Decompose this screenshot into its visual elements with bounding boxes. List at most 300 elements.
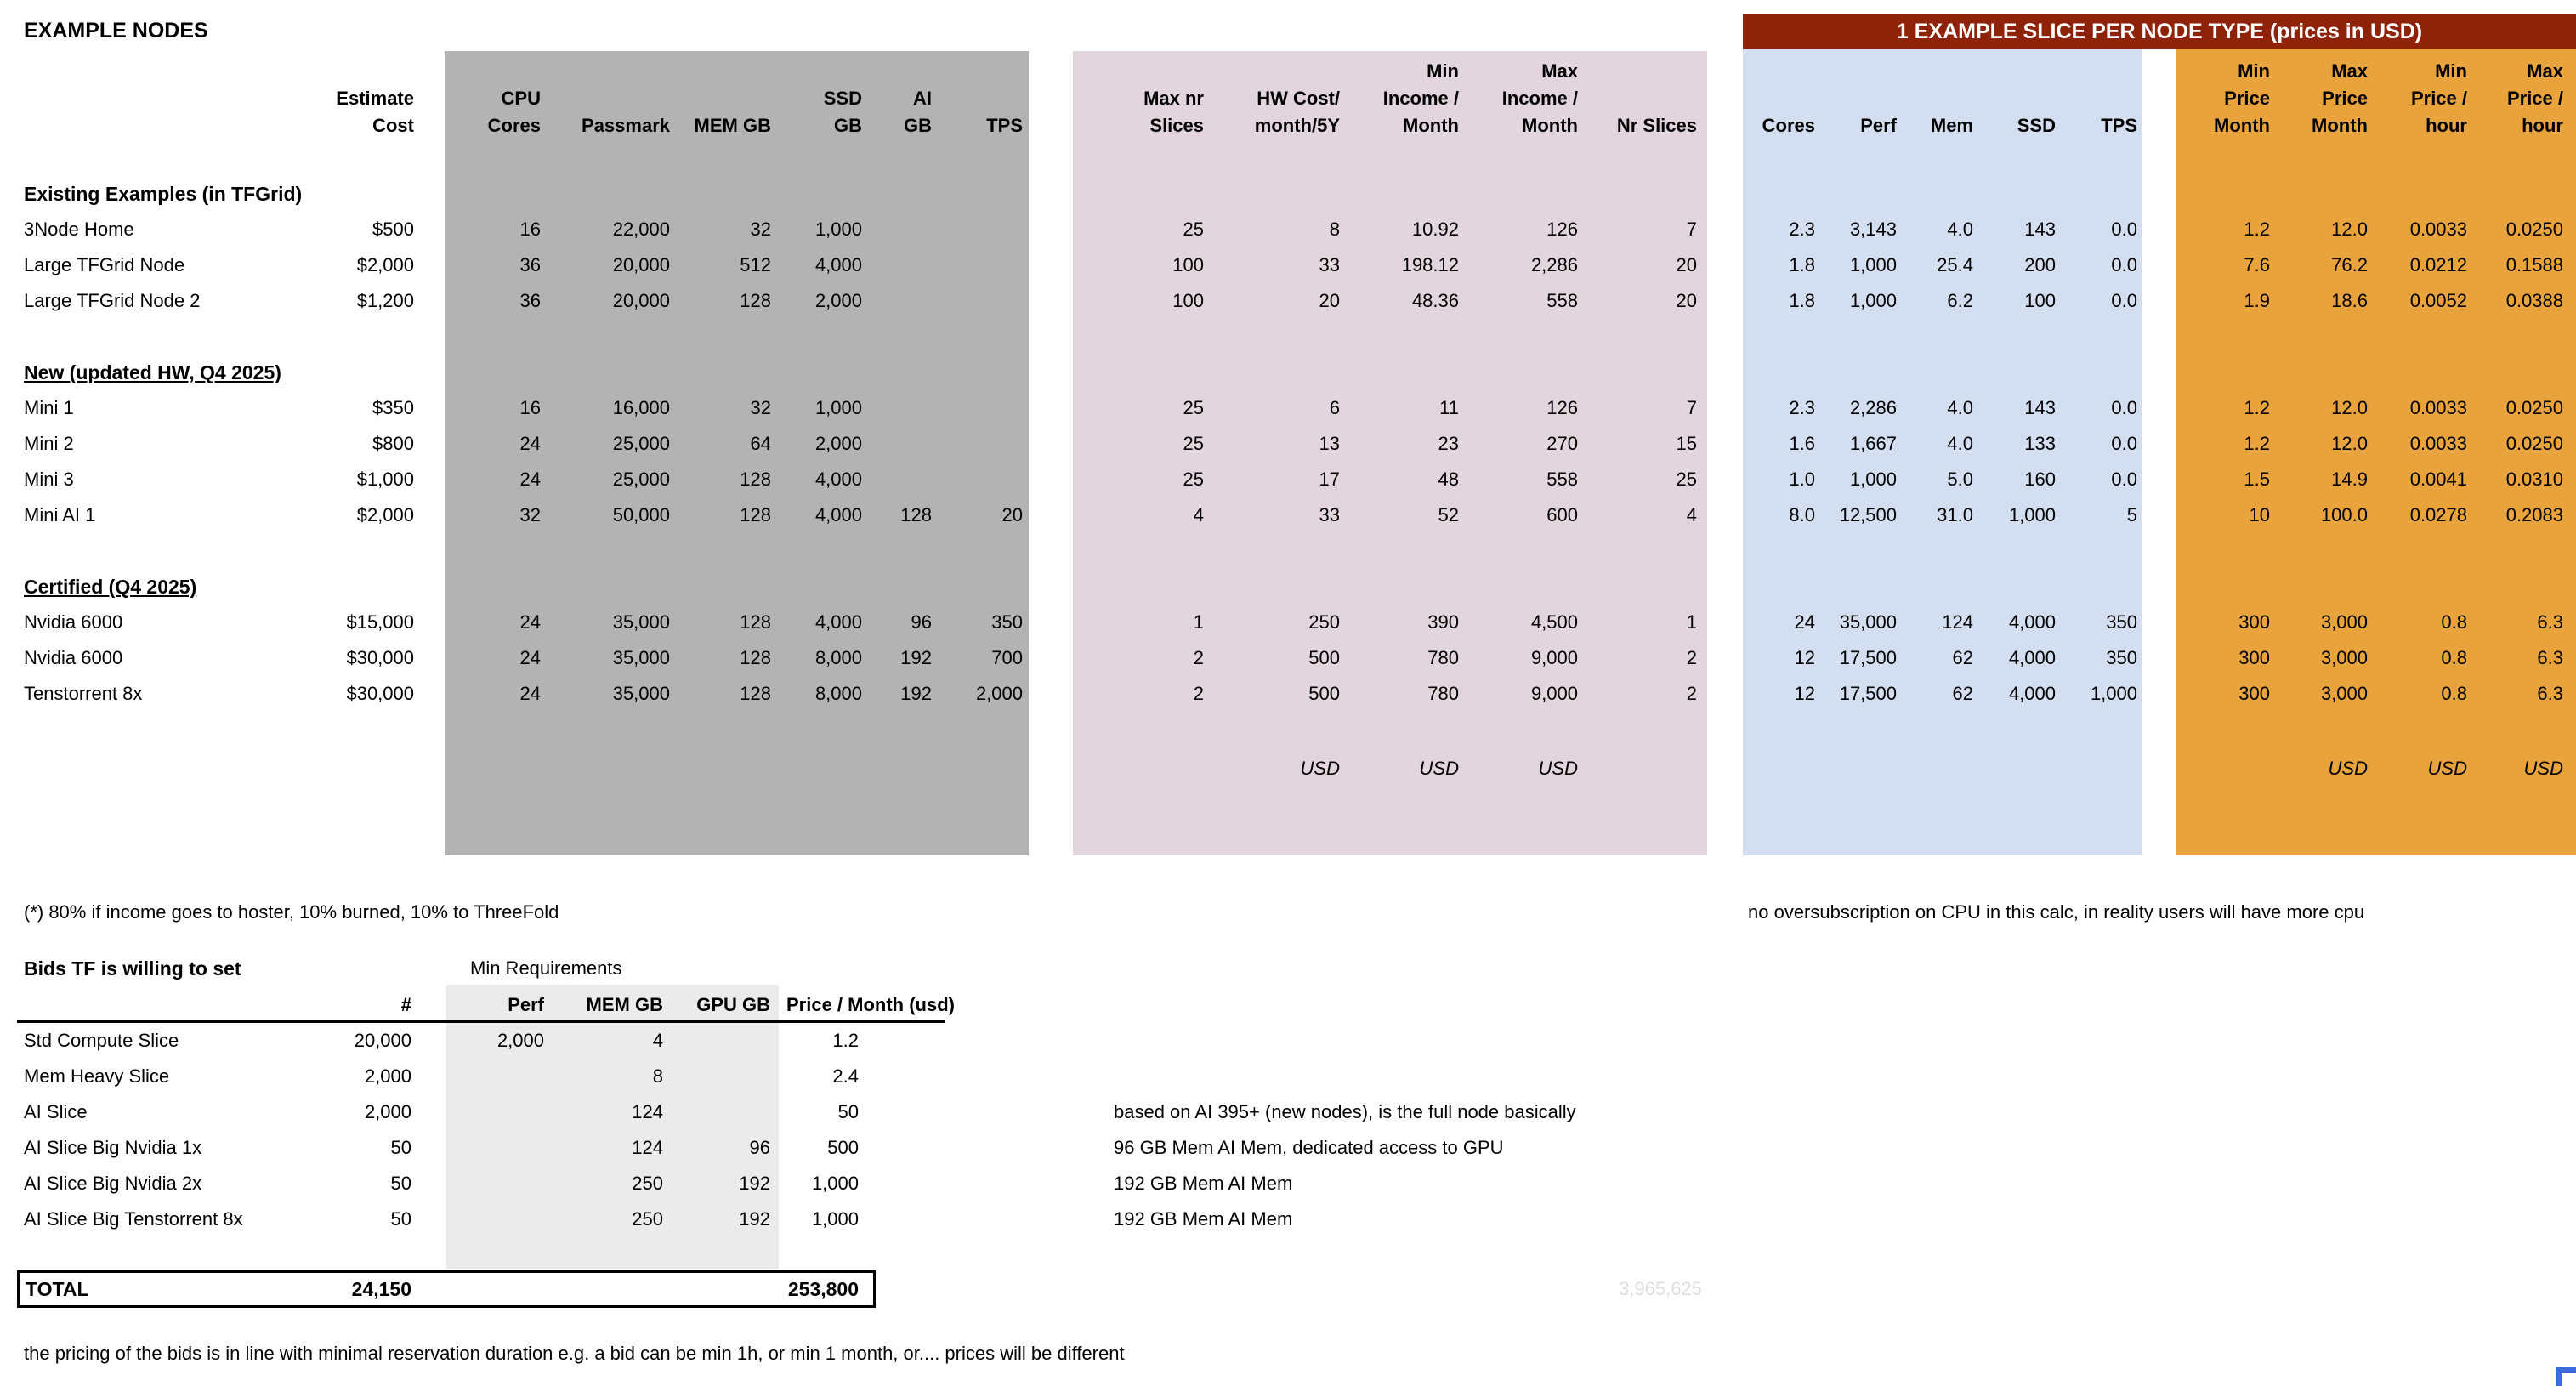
table-cell[interactable]: 11 bbox=[1439, 397, 1459, 418]
row-label[interactable]: Mini 2 bbox=[24, 433, 74, 454]
table-cell[interactable]: 192 bbox=[900, 647, 932, 668]
table-cell[interactable]: 2 bbox=[1193, 647, 1204, 668]
table-cell[interactable]: 17,500 bbox=[1839, 683, 1897, 704]
table-cell[interactable]: 12,500 bbox=[1839, 504, 1897, 525]
bids-row-label[interactable]: Std Compute Slice bbox=[24, 1030, 179, 1051]
table-cell[interactable]: 192 bbox=[900, 683, 932, 704]
table-cell[interactable]: $2,000 bbox=[356, 504, 414, 525]
bids-row-note[interactable]: 96 GB Mem AI Mem, dedicated access to GPU bbox=[1114, 1137, 1504, 1158]
table-cell[interactable]: 32 bbox=[750, 397, 771, 418]
table-cell[interactable]: 1.6 bbox=[1789, 433, 1815, 454]
table-cell[interactable]: 15 bbox=[1676, 433, 1697, 454]
table-cell[interactable]: 7 bbox=[1686, 397, 1697, 418]
table-cell[interactable]: 4,000 bbox=[2008, 611, 2056, 633]
column-header[interactable]: Income / bbox=[1382, 88, 1459, 109]
table-cell[interactable]: 24 bbox=[1794, 611, 1815, 633]
table-cell[interactable]: 2,000 bbox=[364, 1065, 411, 1087]
table-cell[interactable]: 36 bbox=[519, 290, 541, 311]
column-header[interactable]: HW Cost/ bbox=[1257, 88, 1340, 109]
table-cell[interactable]: 2,000 bbox=[975, 683, 1023, 704]
table-cell[interactable]: 780 bbox=[1427, 683, 1459, 704]
table-cell[interactable]: 18.6 bbox=[2331, 290, 2368, 311]
table-cell[interactable]: 52 bbox=[1438, 504, 1459, 525]
column-header[interactable]: Price / bbox=[2506, 88, 2563, 109]
table-cell[interactable]: 600 bbox=[1546, 504, 1578, 525]
table-cell[interactable]: 0.0212 bbox=[2409, 254, 2467, 275]
table-cell[interactable]: 350 bbox=[991, 611, 1023, 633]
table-cell[interactable]: 1 bbox=[1686, 611, 1697, 633]
row-label[interactable]: Nvidia 6000 bbox=[24, 647, 123, 668]
table-cell[interactable]: 558 bbox=[1546, 469, 1578, 490]
table-cell[interactable]: 780 bbox=[1427, 647, 1459, 668]
table-cell[interactable]: $500 bbox=[372, 219, 414, 240]
table-cell[interactable]: 22,000 bbox=[612, 219, 670, 240]
table-cell[interactable]: 20,000 bbox=[612, 254, 670, 275]
table-cell[interactable]: 128 bbox=[740, 647, 771, 668]
row-label[interactable]: Large TFGrid Node bbox=[24, 254, 185, 275]
column-header[interactable]: Cores bbox=[487, 115, 541, 136]
table-cell[interactable]: 270 bbox=[1546, 433, 1578, 454]
table-cell[interactable]: 300 bbox=[2238, 683, 2270, 704]
table-cell[interactable]: 1.2 bbox=[2244, 433, 2270, 454]
table-cell[interactable]: 10 bbox=[2249, 504, 2270, 525]
table-cell[interactable]: 0.0 bbox=[2111, 290, 2137, 311]
table-cell[interactable]: 1.0 bbox=[1789, 469, 1815, 490]
table-cell[interactable]: 0.0052 bbox=[2409, 290, 2467, 311]
table-cell[interactable]: 0.2083 bbox=[2505, 504, 2563, 525]
table-cell[interactable]: 20 bbox=[1676, 290, 1697, 311]
table-cell[interactable]: 25 bbox=[1183, 397, 1204, 418]
table-cell[interactable]: USD bbox=[2328, 758, 2368, 779]
column-header[interactable]: Passmark bbox=[582, 115, 670, 136]
table-cell[interactable]: USD bbox=[1419, 758, 1459, 779]
note-hoster-split[interactable]: (*) 80% if income goes to hoster, 10% burned, 10% to ThreeFold bbox=[24, 901, 559, 923]
table-cell[interactable]: 8.0 bbox=[1789, 504, 1815, 525]
table-cell[interactable]: 4.0 bbox=[1947, 433, 1973, 454]
bids-row-label[interactable]: AI Slice Big Tenstorrent 8x bbox=[24, 1208, 243, 1230]
bids-row-label[interactable]: AI Slice Big Nvidia 1x bbox=[24, 1137, 202, 1158]
table-cell[interactable]: 4,000 bbox=[814, 254, 862, 275]
table-cell[interactable]: 3,000 bbox=[2320, 647, 2368, 668]
table-cell[interactable]: 133 bbox=[2024, 433, 2056, 454]
table-cell[interactable]: 16,000 bbox=[612, 397, 670, 418]
column-header[interactable]: MEM GB bbox=[694, 115, 771, 136]
section-label[interactable]: Certified (Q4 2025) bbox=[24, 576, 197, 598]
table-cell[interactable]: 8 bbox=[1329, 219, 1340, 240]
table-cell[interactable]: $15,000 bbox=[346, 611, 414, 633]
table-cell[interactable]: 3,000 bbox=[2320, 611, 2368, 633]
table-cell[interactable]: 96 bbox=[749, 1137, 770, 1158]
table-cell[interactable]: USD bbox=[1300, 758, 1340, 779]
table-cell[interactable]: 126 bbox=[1546, 219, 1578, 240]
table-cell[interactable]: 10.92 bbox=[1411, 219, 1459, 240]
footer-note[interactable]: the pricing of the bids is in line with minimal reservation duration e.g. a bid can be min 1h, or min 1 month, or.... prices will be different bbox=[24, 1343, 1125, 1364]
table-cell[interactable]: 35,000 bbox=[612, 647, 670, 668]
table-cell[interactable]: 50 bbox=[390, 1208, 411, 1230]
bids-title[interactable]: Bids TF is willing to set bbox=[24, 957, 241, 980]
table-cell[interactable]: 100 bbox=[1172, 254, 1204, 275]
table-cell[interactable]: 4.0 bbox=[1947, 397, 1973, 418]
table-cell[interactable]: 1,000 bbox=[1849, 254, 1897, 275]
table-cell[interactable]: 5 bbox=[2126, 504, 2137, 525]
table-cell[interactable]: 13 bbox=[1319, 433, 1340, 454]
table-cell[interactable]: 2,286 bbox=[1530, 254, 1578, 275]
table-cell[interactable]: 62 bbox=[1952, 683, 1973, 704]
table-cell[interactable]: 3,000 bbox=[2320, 683, 2368, 704]
column-header[interactable]: Cores bbox=[1762, 115, 1815, 136]
column-header[interactable]: Estimate bbox=[336, 88, 414, 109]
table-cell[interactable]: 1,667 bbox=[1849, 433, 1897, 454]
table-cell[interactable]: 0.0 bbox=[2111, 433, 2137, 454]
table-cell[interactable]: 124 bbox=[632, 1101, 663, 1122]
table-cell[interactable]: 9,000 bbox=[1530, 683, 1578, 704]
table-cell[interactable]: 143 bbox=[2024, 219, 2056, 240]
row-label[interactable]: Nvidia 6000 bbox=[24, 611, 123, 633]
bids-column-header[interactable]: Price / Month (usd) bbox=[786, 994, 955, 1015]
table-cell[interactable]: 4,000 bbox=[814, 469, 862, 490]
table-cell[interactable]: 12.0 bbox=[2331, 433, 2368, 454]
total-count[interactable]: 24,150 bbox=[351, 1278, 411, 1300]
table-cell[interactable]: 12.0 bbox=[2331, 219, 2368, 240]
table-cell[interactable]: 200 bbox=[2024, 254, 2056, 275]
table-cell[interactable]: 36 bbox=[519, 254, 541, 275]
table-cell[interactable]: 12.0 bbox=[2331, 397, 2368, 418]
table-cell[interactable]: 350 bbox=[2106, 647, 2137, 668]
table-cell[interactable]: 20 bbox=[1319, 290, 1340, 311]
table-cell[interactable]: 12 bbox=[1794, 647, 1815, 668]
table-cell[interactable]: 512 bbox=[740, 254, 771, 275]
table-cell[interactable]: 100.0 bbox=[2320, 504, 2368, 525]
column-header[interactable]: Nr Slices bbox=[1616, 115, 1697, 136]
column-header[interactable]: TPS bbox=[986, 115, 1023, 136]
table-cell[interactable]: 25,000 bbox=[612, 433, 670, 454]
column-header[interactable]: Month bbox=[1403, 115, 1459, 136]
table-cell[interactable]: 700 bbox=[991, 647, 1023, 668]
total-price[interactable]: 253,800 bbox=[787, 1278, 859, 1300]
table-cell[interactable]: 1,000 bbox=[2090, 683, 2137, 704]
table-cell[interactable]: 4 bbox=[652, 1030, 663, 1051]
table-cell[interactable]: USD bbox=[2523, 758, 2563, 779]
column-header[interactable]: month/5Y bbox=[1254, 115, 1340, 136]
column-header[interactable]: GB bbox=[834, 115, 862, 136]
table-cell[interactable]: 33 bbox=[1319, 504, 1340, 525]
table-cell[interactable]: 1 bbox=[1193, 611, 1204, 633]
table-cell[interactable]: 0.8 bbox=[2441, 611, 2467, 633]
column-header[interactable]: Max nr bbox=[1143, 88, 1204, 109]
table-cell[interactable]: 124 bbox=[632, 1137, 663, 1158]
table-cell[interactable]: 250 bbox=[1308, 611, 1340, 633]
row-label[interactable]: 3Node Home bbox=[24, 219, 134, 240]
table-cell[interactable]: 0.0 bbox=[2111, 254, 2137, 275]
table-cell[interactable]: 35,000 bbox=[612, 683, 670, 704]
column-header[interactable]: Price bbox=[2322, 88, 2368, 109]
table-cell[interactable]: 1,000 bbox=[2008, 504, 2056, 525]
column-header[interactable]: GB bbox=[904, 115, 932, 136]
bids-column-header[interactable]: Perf bbox=[508, 994, 544, 1015]
table-cell[interactable]: 9,000 bbox=[1530, 647, 1578, 668]
table-cell[interactable]: 2 bbox=[1686, 683, 1697, 704]
table-cell[interactable]: 0.8 bbox=[2441, 647, 2467, 668]
table-cell[interactable]: 23 bbox=[1438, 433, 1459, 454]
table-cell[interactable]: 20 bbox=[1001, 504, 1023, 525]
section-label[interactable]: Existing Examples (in TFGrid) bbox=[24, 183, 303, 205]
table-cell[interactable]: 128 bbox=[740, 469, 771, 490]
table-cell[interactable]: 0.0250 bbox=[2505, 219, 2563, 240]
table-cell[interactable]: 24 bbox=[519, 469, 541, 490]
table-cell[interactable]: 390 bbox=[1427, 611, 1459, 633]
table-cell[interactable]: 128 bbox=[740, 611, 771, 633]
table-cell[interactable]: 0.0310 bbox=[2505, 469, 2563, 490]
table-cell[interactable]: 96 bbox=[911, 611, 932, 633]
table-cell[interactable]: 143 bbox=[2024, 397, 2056, 418]
bids-row-note[interactable]: 192 GB Mem AI Mem bbox=[1114, 1208, 1293, 1230]
table-cell[interactable]: 64 bbox=[750, 433, 771, 454]
table-cell[interactable]: 0.0250 bbox=[2505, 397, 2563, 418]
table-cell[interactable]: 0.0 bbox=[2111, 397, 2137, 418]
table-cell[interactable]: 1.5 bbox=[2244, 469, 2270, 490]
table-cell[interactable]: 0.0 bbox=[2111, 219, 2137, 240]
table-cell[interactable]: 1.9 bbox=[2244, 290, 2270, 311]
table-cell[interactable]: 1.8 bbox=[1789, 290, 1815, 311]
table-cell[interactable]: $1,200 bbox=[356, 290, 414, 311]
table-cell[interactable]: 7 bbox=[1686, 219, 1697, 240]
table-cell[interactable]: 2,286 bbox=[1849, 397, 1897, 418]
table-cell[interactable]: 25,000 bbox=[612, 469, 670, 490]
table-cell[interactable]: 160 bbox=[2024, 469, 2056, 490]
table-cell[interactable]: 50 bbox=[390, 1173, 411, 1194]
table-cell[interactable]: 350 bbox=[2106, 611, 2137, 633]
table-cell[interactable]: 6.3 bbox=[2537, 683, 2563, 704]
table-cell[interactable]: $1,000 bbox=[356, 469, 414, 490]
table-cell[interactable]: 500 bbox=[1308, 647, 1340, 668]
table-cell[interactable]: 31.0 bbox=[1937, 504, 1973, 525]
table-cell[interactable]: 250 bbox=[632, 1208, 663, 1230]
table-cell[interactable]: 300 bbox=[2238, 611, 2270, 633]
column-header[interactable]: SSD bbox=[2017, 115, 2056, 136]
table-cell[interactable]: 50 bbox=[837, 1101, 859, 1122]
table-cell[interactable]: 192 bbox=[739, 1173, 770, 1194]
table-cell[interactable]: 25 bbox=[1183, 433, 1204, 454]
table-cell[interactable]: 2 bbox=[1193, 683, 1204, 704]
table-cell[interactable]: 300 bbox=[2238, 647, 2270, 668]
table-cell[interactable]: 17,500 bbox=[1839, 647, 1897, 668]
table-cell[interactable]: 2,000 bbox=[496, 1030, 544, 1051]
table-cell[interactable]: 35,000 bbox=[1839, 611, 1897, 633]
table-cell[interactable]: 100 bbox=[2024, 290, 2056, 311]
table-cell[interactable]: 4,000 bbox=[814, 611, 862, 633]
column-header[interactable]: Slices bbox=[1149, 115, 1204, 136]
table-cell[interactable]: 25 bbox=[1676, 469, 1697, 490]
column-header[interactable]: Max bbox=[1541, 60, 1578, 82]
table-cell[interactable]: 128 bbox=[900, 504, 932, 525]
table-cell[interactable]: 2 bbox=[1686, 647, 1697, 668]
bids-row-note[interactable]: 192 GB Mem AI Mem bbox=[1114, 1173, 1293, 1194]
section-label[interactable]: New (updated HW, Q4 2025) bbox=[24, 361, 281, 383]
bids-row-note[interactable]: based on AI 395+ (new nodes), is the full node basically bbox=[1114, 1101, 1576, 1122]
table-cell[interactable]: 2,000 bbox=[814, 290, 862, 311]
bids-subtitle[interactable]: Min Requirements bbox=[470, 957, 622, 979]
table-cell[interactable]: 2.3 bbox=[1789, 397, 1815, 418]
table-cell[interactable]: 24 bbox=[519, 647, 541, 668]
table-cell[interactable]: 126 bbox=[1546, 397, 1578, 418]
table-cell[interactable]: 5.0 bbox=[1947, 469, 1973, 490]
table-cell[interactable]: 4 bbox=[1686, 504, 1697, 525]
column-header[interactable]: hour bbox=[2522, 115, 2563, 136]
table-cell[interactable]: 1,000 bbox=[814, 219, 862, 240]
table-cell[interactable]: 0.0278 bbox=[2409, 504, 2467, 525]
column-header[interactable]: AI bbox=[913, 88, 932, 109]
table-cell[interactable]: $30,000 bbox=[346, 647, 414, 668]
column-header[interactable]: Max bbox=[2331, 60, 2368, 82]
table-cell[interactable]: 1.8 bbox=[1789, 254, 1815, 275]
table-cell[interactable]: 62 bbox=[1952, 647, 1973, 668]
table-cell[interactable]: 33 bbox=[1319, 254, 1340, 275]
table-cell[interactable]: 20 bbox=[1676, 254, 1697, 275]
table-cell[interactable]: USD bbox=[1538, 758, 1578, 779]
column-header[interactable]: Month bbox=[2214, 115, 2270, 136]
table-cell[interactable]: 1,000 bbox=[1849, 290, 1897, 311]
table-cell[interactable]: 76.2 bbox=[2331, 254, 2368, 275]
table-cell[interactable]: 3,143 bbox=[1849, 219, 1897, 240]
table-cell[interactable]: 4.0 bbox=[1947, 219, 1973, 240]
table-cell[interactable]: 12 bbox=[1794, 683, 1815, 704]
table-cell[interactable]: 500 bbox=[827, 1137, 859, 1158]
row-label[interactable]: Mini 3 bbox=[24, 469, 74, 490]
table-cell[interactable]: 50 bbox=[390, 1137, 411, 1158]
table-cell[interactable]: 0.0033 bbox=[2409, 219, 2467, 240]
column-header[interactable]: Month bbox=[2312, 115, 2368, 136]
bids-row-label[interactable]: Mem Heavy Slice bbox=[24, 1065, 170, 1087]
column-header[interactable]: Min bbox=[1427, 60, 1459, 82]
table-cell[interactable]: 7.6 bbox=[2244, 254, 2270, 275]
column-header[interactable]: Income / bbox=[1501, 88, 1578, 109]
total-label[interactable]: TOTAL bbox=[26, 1278, 89, 1300]
table-cell[interactable]: $800 bbox=[372, 433, 414, 454]
table-cell[interactable]: 20,000 bbox=[612, 290, 670, 311]
column-header[interactable]: Mem bbox=[1930, 115, 1973, 136]
table-cell[interactable]: 0.0033 bbox=[2409, 397, 2467, 418]
table-cell[interactable]: $2,000 bbox=[356, 254, 414, 275]
column-header[interactable]: Price / bbox=[2410, 88, 2467, 109]
table-cell[interactable]: 198.12 bbox=[1401, 254, 1459, 275]
table-cell[interactable]: 16 bbox=[519, 219, 541, 240]
column-header[interactable]: hour bbox=[2426, 115, 2467, 136]
column-header[interactable]: Cost bbox=[372, 115, 414, 136]
column-header[interactable]: SSD bbox=[823, 88, 862, 109]
table-cell[interactable]: 128 bbox=[740, 683, 771, 704]
column-header[interactable]: Month bbox=[1522, 115, 1578, 136]
table-cell[interactable]: 8,000 bbox=[814, 683, 862, 704]
table-cell[interactable]: 4,000 bbox=[2008, 647, 2056, 668]
table-cell[interactable]: 100 bbox=[1172, 290, 1204, 311]
row-label[interactable]: Large TFGrid Node 2 bbox=[24, 290, 201, 311]
table-cell[interactable]: 2.3 bbox=[1789, 219, 1815, 240]
table-cell[interactable]: 17 bbox=[1319, 469, 1340, 490]
table-cell[interactable]: 558 bbox=[1546, 290, 1578, 311]
table-cell[interactable]: 192 bbox=[739, 1208, 770, 1230]
table-cell[interactable]: 1,000 bbox=[811, 1208, 859, 1230]
table-cell[interactable]: 6.3 bbox=[2537, 647, 2563, 668]
column-header[interactable]: Min bbox=[2435, 60, 2467, 82]
table-cell[interactable]: 1,000 bbox=[1849, 469, 1897, 490]
bids-column-header[interactable]: # bbox=[400, 994, 411, 1015]
note-oversubscription[interactable]: no oversubscription on CPU in this calc, in reality users will have more cpu bbox=[1748, 901, 2365, 923]
bids-column-header[interactable]: MEM GB bbox=[586, 994, 663, 1015]
column-header[interactable]: Min bbox=[2238, 60, 2270, 82]
table-cell[interactable]: $30,000 bbox=[346, 683, 414, 704]
table-cell[interactable]: 25 bbox=[1183, 219, 1204, 240]
table-cell[interactable]: 24 bbox=[519, 683, 541, 704]
row-label[interactable]: Tenstorrent 8x bbox=[24, 683, 143, 704]
table-cell[interactable]: 2,000 bbox=[814, 433, 862, 454]
table-cell[interactable]: 1,000 bbox=[814, 397, 862, 418]
table-cell[interactable]: 1,000 bbox=[811, 1173, 859, 1194]
table-cell[interactable]: 2.4 bbox=[832, 1065, 859, 1087]
table-cell[interactable]: 4,000 bbox=[814, 504, 862, 525]
table-cell[interactable]: 20,000 bbox=[354, 1030, 411, 1051]
table-cell[interactable]: 8,000 bbox=[814, 647, 862, 668]
table-cell[interactable]: 6.3 bbox=[2537, 611, 2563, 633]
table-cell[interactable]: 6 bbox=[1329, 397, 1340, 418]
table-cell[interactable]: 32 bbox=[519, 504, 541, 525]
table-cell[interactable]: 128 bbox=[740, 504, 771, 525]
table-cell[interactable]: 48.36 bbox=[1411, 290, 1459, 311]
column-header[interactable]: TPS bbox=[2101, 115, 2137, 136]
table-cell[interactable]: 16 bbox=[519, 397, 541, 418]
column-header[interactable]: Max bbox=[2527, 60, 2563, 82]
table-cell[interactable]: 1.2 bbox=[832, 1030, 859, 1051]
table-cell[interactable]: 4,500 bbox=[1530, 611, 1578, 633]
table-cell[interactable]: 24 bbox=[519, 611, 541, 633]
table-cell[interactable]: 4,000 bbox=[2008, 683, 2056, 704]
column-header[interactable]: Perf bbox=[1860, 115, 1897, 136]
table-cell[interactable]: 250 bbox=[632, 1173, 663, 1194]
bids-column-header[interactable]: GPU GB bbox=[696, 994, 770, 1015]
table-cell[interactable]: 48 bbox=[1438, 469, 1459, 490]
column-header[interactable]: CPU bbox=[501, 88, 541, 109]
table-cell[interactable]: 14.9 bbox=[2331, 469, 2368, 490]
table-cell[interactable]: $350 bbox=[372, 397, 414, 418]
table-cell[interactable]: 2,000 bbox=[364, 1101, 411, 1122]
table-cell[interactable]: 0.1588 bbox=[2505, 254, 2563, 275]
table-cell[interactable]: 0.0041 bbox=[2409, 469, 2467, 490]
table-cell[interactable]: 25 bbox=[1183, 469, 1204, 490]
table-cell[interactable]: 0.0033 bbox=[2409, 433, 2467, 454]
table-cell[interactable]: 8 bbox=[652, 1065, 663, 1087]
table-cell[interactable]: 1.2 bbox=[2244, 219, 2270, 240]
table-cell[interactable]: 0.8 bbox=[2441, 683, 2467, 704]
table-cell[interactable]: 35,000 bbox=[612, 611, 670, 633]
table-cell[interactable]: USD bbox=[2427, 758, 2467, 779]
bids-row-label[interactable]: AI Slice bbox=[24, 1101, 88, 1122]
table-cell[interactable]: 124 bbox=[1942, 611, 1973, 633]
row-label[interactable]: Mini AI 1 bbox=[24, 504, 96, 525]
table-cell[interactable]: 1.2 bbox=[2244, 397, 2270, 418]
row-label[interactable]: Mini 1 bbox=[24, 397, 74, 418]
table-cell[interactable]: 0.0 bbox=[2111, 469, 2137, 490]
table-cell[interactable]: 0.0388 bbox=[2505, 290, 2563, 311]
table-cell[interactable]: 25.4 bbox=[1937, 254, 1973, 275]
table-cell[interactable]: 500 bbox=[1308, 683, 1340, 704]
column-header[interactable]: Price bbox=[2224, 88, 2270, 109]
table-cell[interactable]: 6.2 bbox=[1947, 290, 1973, 311]
bids-row-label[interactable]: AI Slice Big Nvidia 2x bbox=[24, 1173, 202, 1194]
table-cell[interactable]: 50,000 bbox=[612, 504, 670, 525]
table-cell[interactable]: 128 bbox=[740, 290, 771, 311]
table-cell[interactable]: 4 bbox=[1193, 504, 1204, 525]
table-cell[interactable]: 24 bbox=[519, 433, 541, 454]
table-cell[interactable]: 0.0250 bbox=[2505, 433, 2563, 454]
